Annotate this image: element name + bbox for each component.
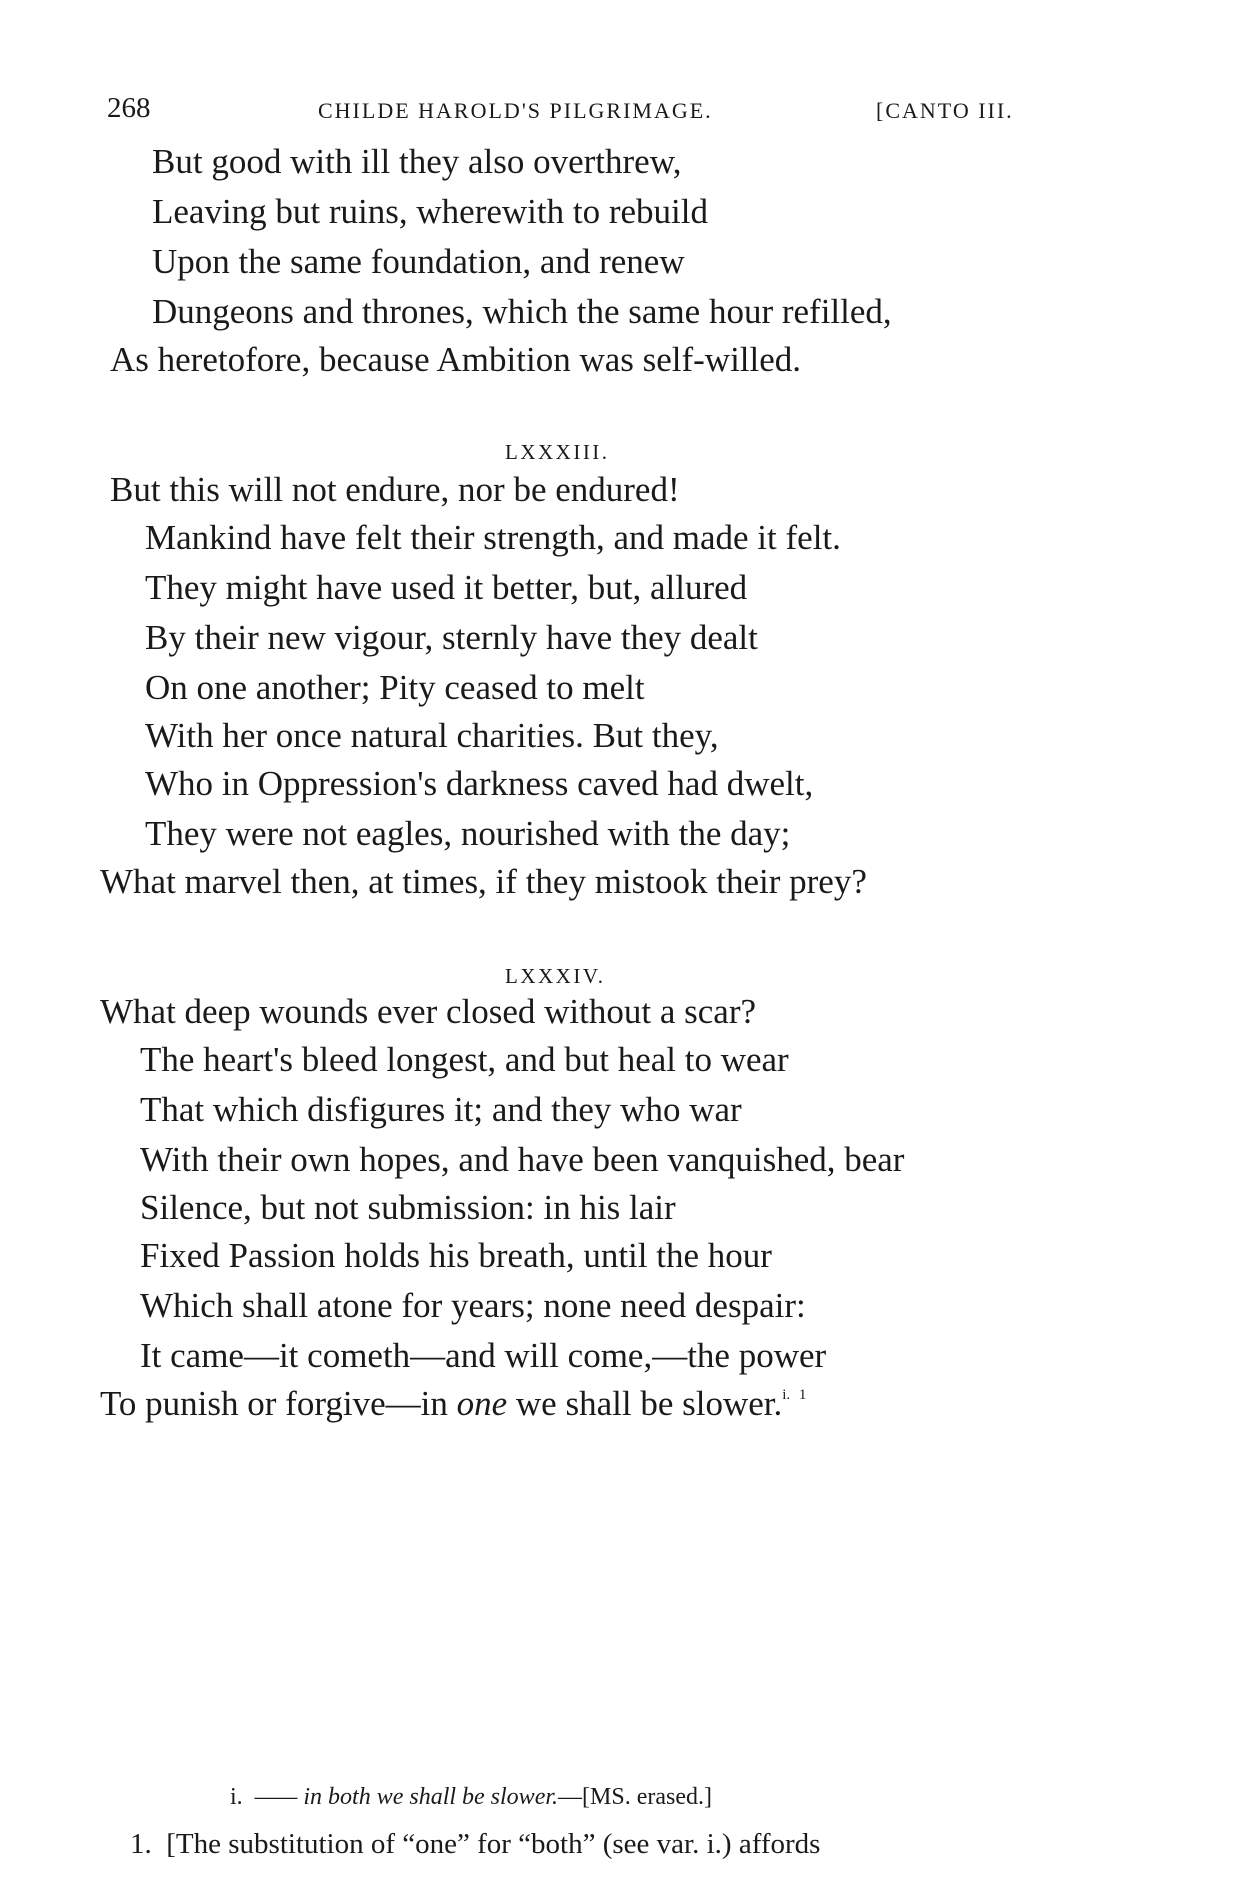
verse-line: Dungeons and thrones, which the same hour refilled, [152,292,892,331]
emphasized-word: one [456,1384,508,1423]
footnote-text: [The substitution of “one” for “both” (see var. i.) affords [166,1828,821,1860]
verse-line: They might have used it better, but, allured [145,568,748,607]
verse-line: Who in Oppression's darkness caved had dwelt, [145,764,814,803]
variant-reference: i. [782,1387,791,1403]
verse-line: What marvel then, at times, if they mistook their prey? [100,862,867,901]
variant-footnote [230,1784,712,1811]
verse-line-last [100,1384,806,1424]
stanza-numeral: LXXXIV. [505,964,606,988]
verse-line: By their new vigour, sternly have they dealt [145,618,758,657]
page-header [0,92,1253,132]
verse-line: Upon the same foundation, and renew [152,242,685,281]
verse-line: With her once natural charities. But they, [145,716,719,755]
verse-line: Fixed Passion holds his breath, until the hour [140,1236,772,1275]
verse-line: Which shall atone for years; none need despair: [140,1286,806,1325]
footnote-marker: i. [230,1784,243,1810]
verse-line: But this will not endure, nor be endured! [110,470,680,509]
verse-line: Silence, but not submission: in his lair [140,1188,676,1227]
verse-line: Mankind have felt their strength, and made it felt. [145,518,841,557]
canto-reference: [CANTO III. [876,98,1014,123]
explanatory-footnote [130,1828,820,1861]
footnote-marker: 1. [130,1828,152,1860]
verse-line: On one another; Pity ceased to melt [145,668,645,707]
footnote-reference: 1 [798,1387,807,1403]
variant-text: —— in both we shall be slower. [254,1784,559,1810]
verse-line: The heart's bleed longest, and but heal to wear [140,1040,789,1079]
verse-line: Leaving but ruins, wherewith to rebuild [152,192,708,231]
verse-line: That which disfigures it; and they who war [140,1090,742,1129]
verse-line: They were not eagles, nourished with the day; [145,814,791,853]
running-title: CHILDE HAROLD'S PILGRIMAGE. [318,98,713,123]
verse-line: It came—it cometh—and will come,—the power [140,1336,827,1375]
verse-text: To punish or forgive—in [100,1384,457,1423]
variant-source: —[MS. erased.] [558,1784,712,1810]
verse-line: What deep wounds ever closed without a scar? [100,992,757,1031]
verse-line: But good with ill they also overthrew, [152,142,682,181]
verse-line: As heretofore, because Ambition was self-willed. [110,340,802,379]
page-number: 268 [107,92,151,124]
stanza-numeral: LXXXIII. [505,440,610,464]
verse-text: we shall be slower. [507,1384,783,1423]
verse-line: With their own hopes, and have been vanquished, bear [140,1140,905,1179]
